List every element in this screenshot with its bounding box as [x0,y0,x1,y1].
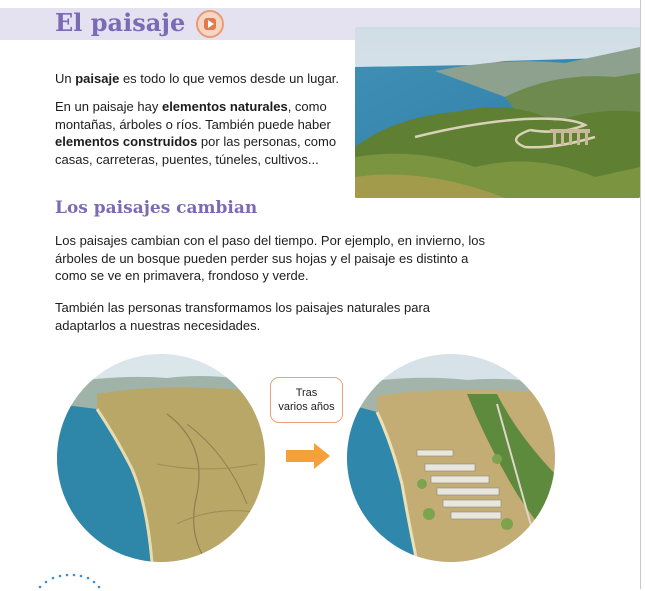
landscape-after-photo [347,354,555,562]
landscape-photo [355,27,640,198]
page-title: El paisaje [55,8,186,37]
section-title: Los paisajes cambian [55,198,258,218]
caption-line-2: varios años [278,401,335,413]
section-paragraph-1: Los paisajes cambian con el paso del tiempo. Por ejemplo, en invierno, los árboles de un bosque pueden perder sus hojas y el paisaje es distinto a como se ve en primavera, frondoso y verde. [55,233,485,283]
intro-paragraph-1: Un paisaje es todo lo que vemos desde un lugar. [55,71,340,86]
landscape-before-photo [57,354,265,562]
intro-paragraph-2: En un paisaje hay elementos naturales, como montañas, árboles o ríos. También puede haber elementos construidos por las personas, como casas, carreteras, puentes, túneles, cultivos... [55,99,337,167]
page-edge [640,0,641,589]
decorative-dots-icon [36,571,102,591]
audio-play-button[interactable] [196,10,224,38]
arrow-right-icon [286,441,332,471]
caption-line-1: Tras [295,387,318,399]
time-caption [270,377,343,423]
play-icon [204,18,216,30]
section-paragraph-2: También las personas transformamos los paisajes naturales para adaptarlos a nuestras necesidades. [55,300,431,333]
